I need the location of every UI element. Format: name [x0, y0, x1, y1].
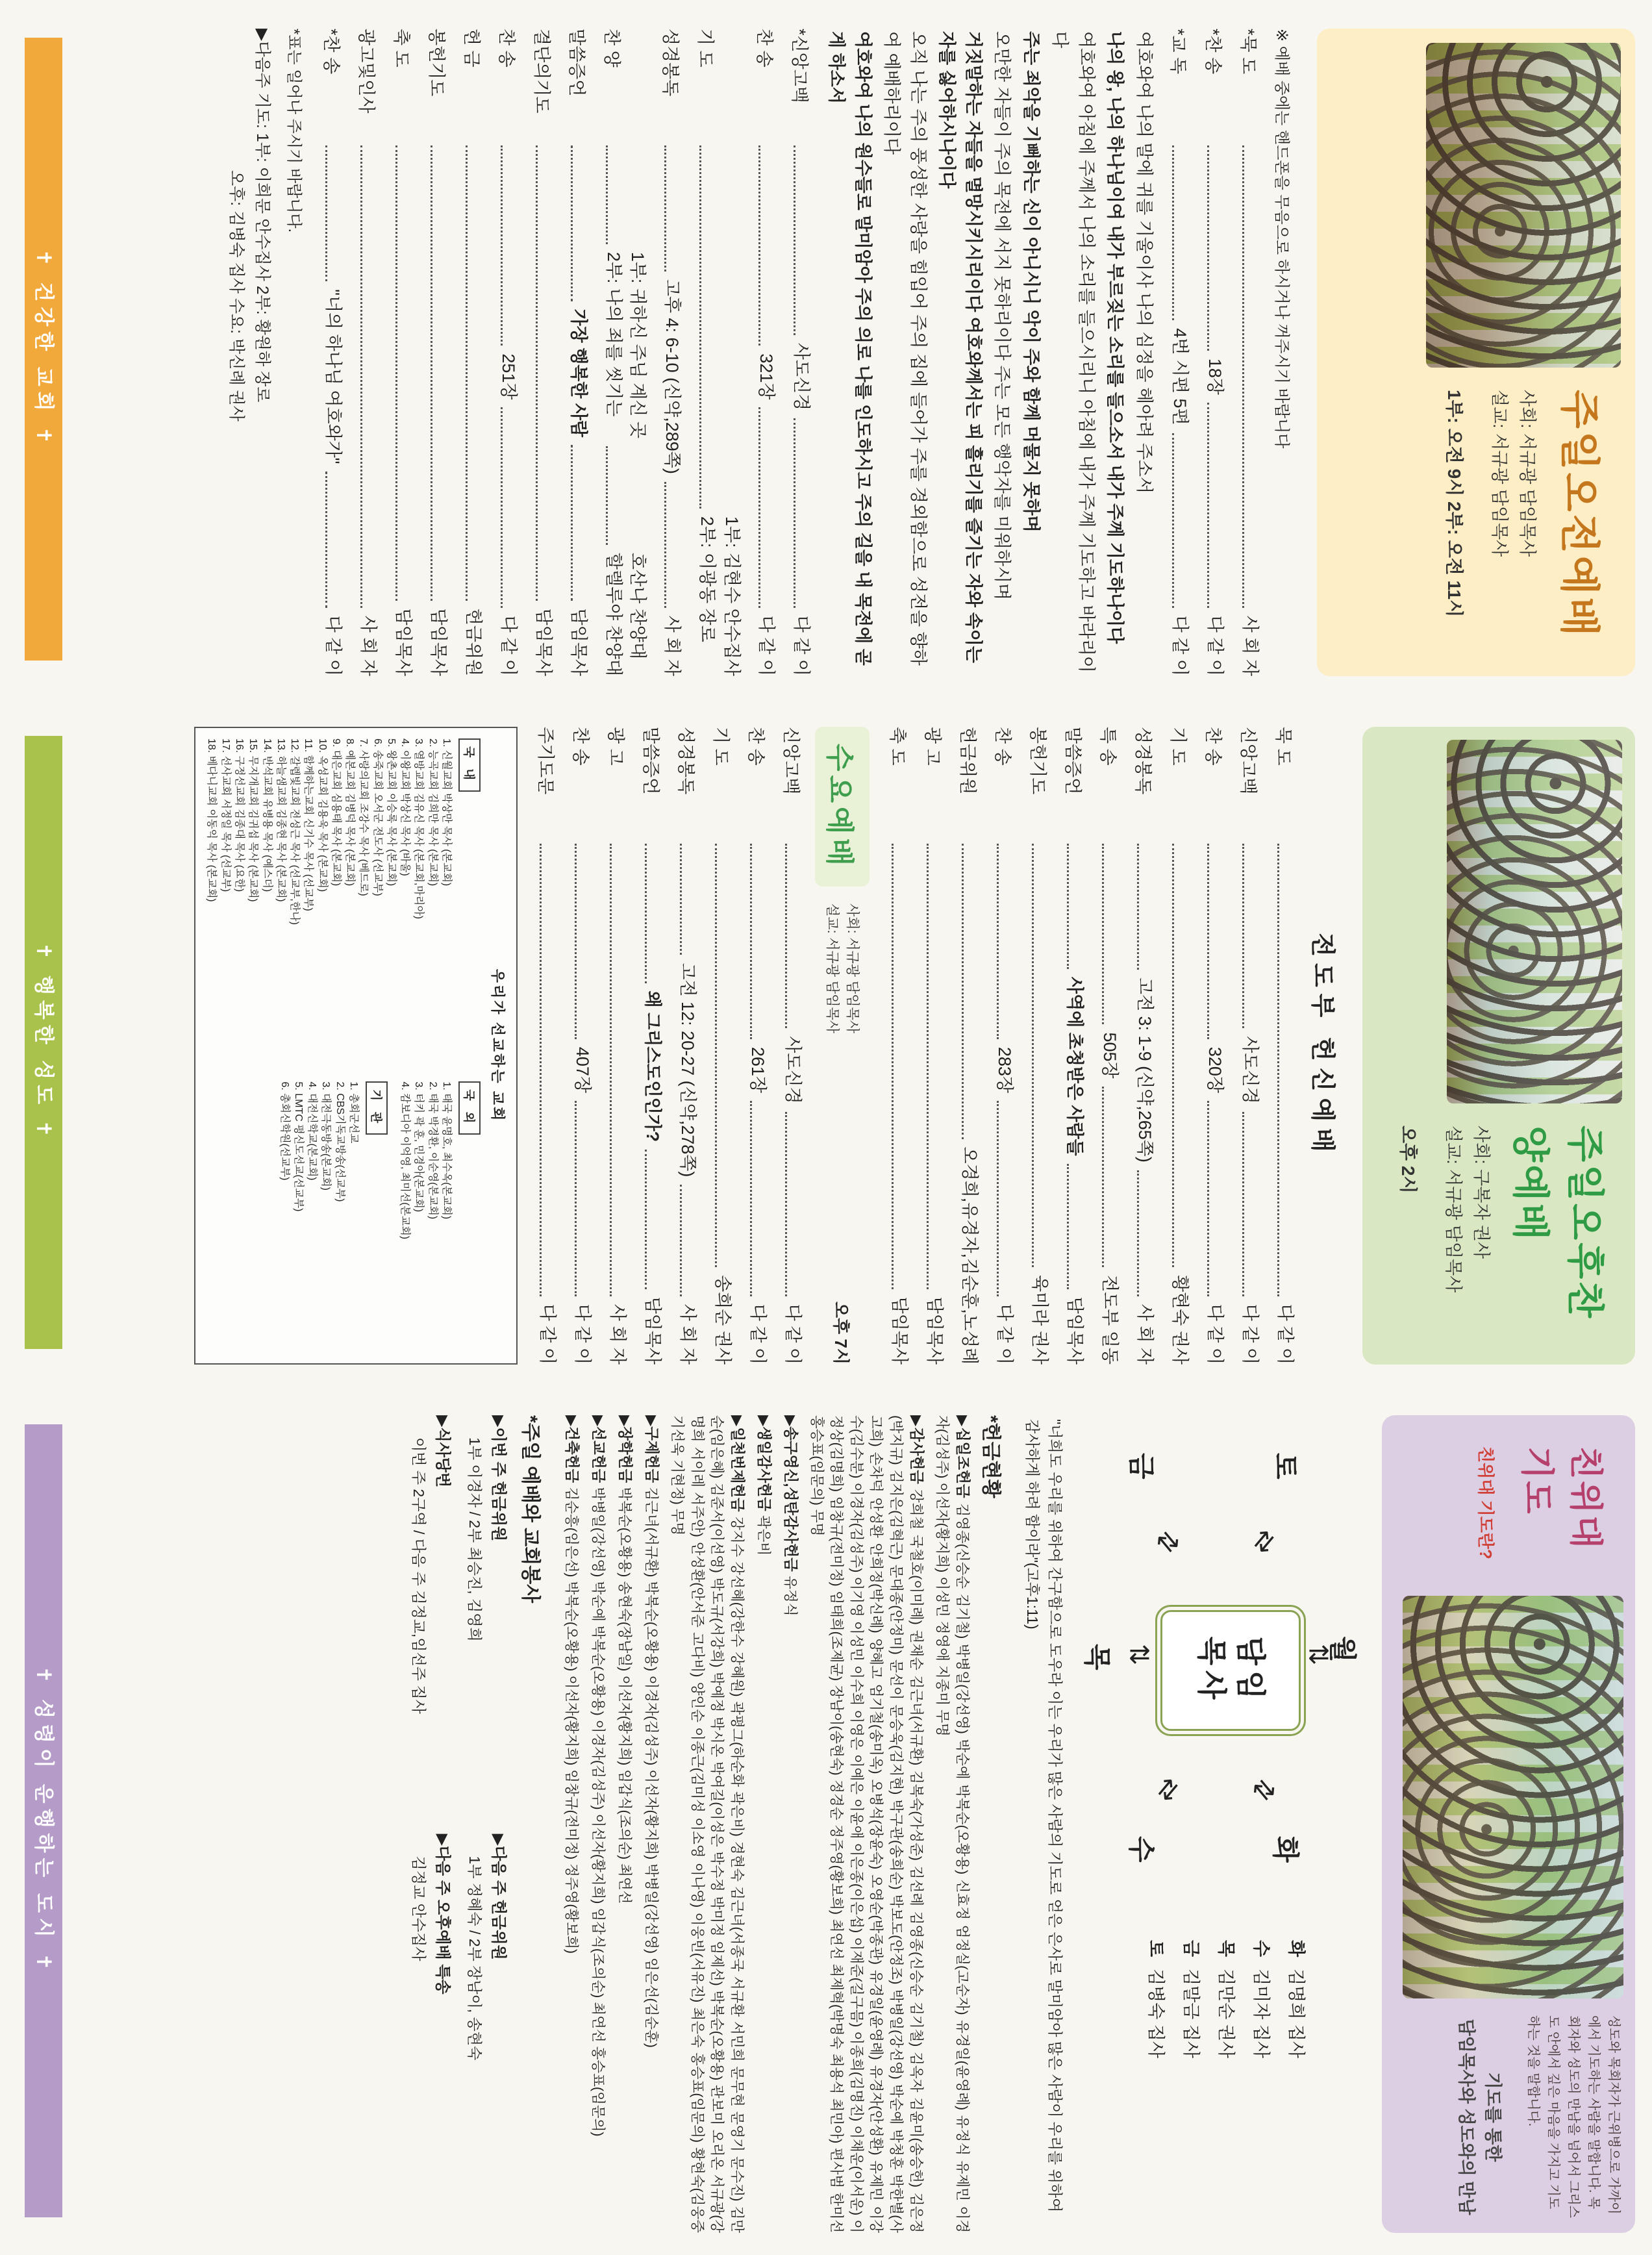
order-row: 결단의기도 담임목사 — [531, 29, 553, 676]
mission-item: 14. 반석교회 유병용 목사 (예스더) — [261, 738, 273, 892]
wednesday-moderator: 사회: 서규광 담임목사 — [845, 903, 860, 1034]
order-row: 말씀증언 왜 그리스도인인가? 담임목사 — [641, 727, 662, 1365]
order-row: 신앙고백 사도신경 다 같 이 — [781, 727, 803, 1365]
verse-quote: "너희도 우리를 위하여 간구함으로 도우라 이는 우리가 많은 사람의 기도로 얻은 은사로 말미암아 많은 사람이 우리를 위하여 감사하게 하려 함이라"(고후1:11) — [1024, 1419, 1064, 2213]
stand-note: *표는 일어나 주시기 바랍니다. — [284, 29, 303, 233]
mission-item: 1. 총회군선교 — [347, 1081, 359, 1144]
arrow-wed-icon: ⇄ — [1150, 1772, 1186, 1808]
mission-item: 5. 왕촌교회 이승록 목사 (본교회) — [385, 738, 397, 887]
roster-row: 목김만순 권사 — [1216, 1940, 1236, 2059]
arrow-fri-icon: ⇄ — [1150, 1524, 1186, 1559]
mission-item: 4. 캄보디아 이억영, 최미선(본교회) — [399, 1081, 411, 1240]
order-row: *묵 도 사 회 자 — [1238, 29, 1260, 676]
roster-row: 금김말금 집사 — [1181, 1940, 1201, 2059]
mission-item: 3. 터키 곽 훈, 민경아(본교회) — [413, 1081, 425, 1213]
senior-pastor-box: 담임 목사 — [1160, 1610, 1301, 1731]
order-row: *찬 송 "너의 하나님 여호와가" 다 같 이 — [321, 29, 343, 677]
offering-line: ▶일천번제헌금 강지수 강선혜(강한수 강혜원) 곽평그(하순화 곽은비) 경현숙 김근녀(서종국 서규환 서민희 문무현 문영기 문수진) 김만순(임은혜) 김준서(이선영) 박도규(서강희) 박예정 박시온 박여길(이성은 박수정 박미정 임제선) 박복순(오황용) 관보미 오리온 서규광(강명희 서이레 서주안) 안성환(안서준 고다비) 양인순 이종근(김미성 이소영 이나영) 이웅빈(서유진) 최은숙 홍승표(임문의) 황현숙(김웅중 기선욱 기현정) 무명 — [670, 1415, 746, 2233]
service-duty-heading: *주일 예배와 교회봉사 — [519, 1415, 541, 1604]
mission-item: 7. 사랑의교회 조강수 목사 (베드로) — [358, 738, 369, 896]
order-row: 특 송 505장 전도부 일동 — [1098, 727, 1120, 1365]
service-duty-grid — [409, 1415, 512, 2233]
arrow-sat-icon: ⇄ — [1246, 1524, 1283, 1559]
mission-item: 10. 옥성교회 김용욱 목사 (본교회) — [316, 738, 328, 892]
panel2-title: 주일오후찬양예배 — [1509, 1126, 1606, 1321]
wednesday-preacher: 설교: 서규광 담임목사 — [825, 903, 840, 1034]
mission-item: 3. 대전극동방송(본교회) — [320, 1081, 332, 1190]
order-row: 찬 양 1부: 귀하신 주님 계신 곳 2부: 나의 죄를 씻기는 호산나 찬양대 할렐루야 찬양대 — [601, 29, 648, 676]
order-row: *교 독 4번 시편 5편 다 같 이 — [1168, 29, 1190, 676]
footer-happy-saints: ✝ 행복한 성도 ✝ — [25, 736, 62, 1349]
panel1-moderator: 사회: 서규광 담임목사 — [1518, 390, 1537, 557]
outdoor-crowd-photo — [1403, 1596, 1623, 1998]
order-row: 찬 송 283장 다 같 이 — [993, 727, 1014, 1365]
offering-line: ▶장학헌금 박복순(오황용) 송현숙(장남일) 이선자(황지희) 임갑식(조의순) 최연선 — [616, 1415, 633, 1904]
panel2-order-list — [886, 727, 1297, 1365]
responsive-reading: 여호와여 나의 말에 귀를 기울이사 나의 심정을 헤아려 주소서 나의 왕, 나의 하나님이여 내가 부르짖는 소리를 들으소서 내가 주께 기도하나이다 여호와여 아침에 주께서 나의 소리를 들으시리니 아침에 내가 주께 기도하고 바라리이다 주는 죄악을 기뻐하는 신이 아니시니 악이 주와 함께 머물지 못하며 오만한 자들이 주의 목전에 서지 못하리이다 주는 모든 행악자를 미워하시며 거짓말하는 자들을 멸망시키시리이다 여호와께서는 피 흘리기를 즐기는 자와 속이는 자를 싫어하시나이다 오직 나는 주의 풍성한 사랑을 힘입어 주의 집에 들어가 주를 경외함으로 성전을 향하여 예배하리이다 여호와여 나의 원수들로 말미암아 주의 의로 나를 인도하시고 주의 길을 내 목전에 곧게 하소서 — [827, 31, 1154, 673]
panel-sunday-afternoon — [0, 698, 1652, 1387]
mission-item: 6. 총회신학원(선교부) — [279, 1081, 290, 1181]
mission-item: 5. LMTC 평신도선교(선교부) — [292, 1081, 304, 1212]
wednesday-order-list — [534, 727, 805, 1365]
order-row: 기 도 송희순 권사 — [711, 727, 732, 1365]
mission-item: 18. 베다니교회 이동익 목사 (본교회) — [206, 738, 218, 902]
duty-item: ▶식사당번 이번 주 2구역 / 다음 주 김정교,임선주 집사 — [410, 1415, 451, 1714]
offering-report-heading: *헌금현황 — [980, 1415, 1001, 1498]
mission-item: 4. 이왕교회 박상신 목사 (바울) — [399, 738, 411, 876]
wednesday-time: 오후 7시 — [831, 1301, 851, 1365]
panel1-service-times: 1부: 오전 9시 2부: 오전 11시 — [1444, 390, 1464, 618]
mission-overseas-column: 국 외 1. 태국 윤명호, 최수옥(본교회) 2. 태국 박경환, 이순영(본교회) 3. 터키 곽 훈, 민경아(본교회) 4. 캄보디아 이억영, 최미선(본교회) — [398, 1081, 483, 1353]
panel1-title: 주일오전예배 — [1557, 390, 1601, 639]
guard-prayer-description: 성도와 목회자가 근위병으로 가까이에서 기도하는 사람을 말합니다. 목회자와 성도의 만남을 넘어서 그리스도 안에서 깊은 마음을 가지고 기도하는 것을 말합니다. — [1526, 2015, 1621, 2219]
mission-church-box — [194, 727, 518, 1365]
mission-item: 9. 대은교회 심용태 목사 (본교회) — [330, 738, 342, 887]
day-wed: 수 — [1126, 1836, 1157, 1863]
offering-line: ▶감사헌금 강희철 국철호(이미례) 권채순 김근녀(서규환) 김복숙(가성준) 김선례 김영종(신승순 김기철) 김옥자 김윤미(송승헌) 김은정(박지규) 김지은(김혁근) 문대종(안정미) 문선이 문승욱(김지현) 박구관(송희순) 박보도(안정조) 박병일(강선영) 박순예 박청훈 박한별(사고희) 손차덕 안성환 안희정(박신례) 양혜고 엄기철(송미옥) 오병석(장윤숙) 오영순(박종관) 유경일(윤영례) 유경자(안성환) 유제민 이강수(김수분) 이경자(김성주) 이기영 이성민 이수희 이영은 이예은 이윤애 이은종(이은섭) 이재준(길구믐) 이종희(김명진) 이채운(이서운) 이정상(김명희) 임창규(전미정) 임태희(조제균) 장남이(송현숙) 정경순 정주영(황보희) 최연선 최제혁(박명숙 최용석 최민아) 편사범 한미선 홍승표(임문의) 무명 — [808, 1415, 925, 2233]
order-row: 광 고 담임목사 — [923, 727, 944, 1365]
day-sat: 토 — [1270, 1453, 1301, 1480]
phone-notice: ※ 예배 중에는 핸드폰을 무음으로 하시거나 꺼주시기 바랍니다 — [1273, 29, 1290, 449]
panel1-preacher: 설교: 서규광 담임목사 — [1489, 390, 1509, 557]
congregation-photo — [1426, 43, 1621, 368]
mission-item: 2. 태국 박경환, 이순영(본교회) — [427, 1081, 438, 1220]
order-row: 광고및인사 사 회 자 — [356, 29, 378, 676]
duty-item: ▶다음 주 헌금위원 1부 정혜숙 / 2부 장남이, 송현숙 — [466, 1833, 507, 2061]
order-row: 헌금위원 오경희,유경자,김순훈,노성례 — [958, 727, 979, 1365]
mission-box-title: 우리가 선교하는 교회 — [490, 968, 506, 1123]
order-row: 신앙고백 사도신경 다 같 이 — [1238, 727, 1260, 1365]
wednesday-title: 수요예배 — [815, 727, 870, 887]
order-row: 찬 송 261장 다 같 이 — [746, 727, 768, 1365]
offering-line: ▶송구영신,성탄감사헌금 유정식 — [782, 1415, 799, 1617]
next-week-prayer: ▶다음주 기도: 1부: 이희문 안수집사 2부: 황원하 장로 오후: 김병숙 집사 수요: 박신례 권사 — [227, 29, 271, 422]
order-row: 찬 송 251장 다 같 이 — [496, 29, 518, 677]
arrow-mon-icon: ⇄ — [1308, 1640, 1330, 1669]
mission-item: 1. 태국 윤명호, 최수옥(본교회) — [441, 1081, 452, 1220]
offering-line: ▶구제헌금 김근녀(서규환) 박복순(오황용) 이경자(김성주) 이선자(황지희) 박병일(강선영) 임은선(김순훈) — [643, 1415, 660, 2048]
offering-line: ▶십일조헌금 김영종(신승순 김기철) 박병일(강선영) 박순예 박복순(오황용) 신효정 엄정실(고순자) 유경일(윤영례) 유정식 유제민 이경자(김성주) 이선자(황지희) 이성민 정영애 지종미 무명 — [934, 1415, 971, 2233]
offering-line: ▶건축헌금 김순흥(임은선) 박복순(오황용) 이선자(황지희) 임창규(전미정) 정주영(황보희) — [563, 1415, 580, 1954]
day-thu: 목 — [1082, 1644, 1112, 1670]
mission-item: 6. 송죽교회 오서군 전도사 (선교부) — [371, 738, 383, 896]
order-row: 성경봉독 고후 4: 6-10 (신약,289쪽) 사 회 자 — [660, 29, 682, 677]
mission-item: 12. 갈렙빛교회 전성근 목사 (선교부,한나) — [289, 738, 301, 925]
order-row: *신앙고백 사도신경 다 같 이 — [790, 29, 811, 677]
mission-item: 4. 대전신학교(본교회) — [307, 1081, 318, 1181]
pastor-days-diagram — [1083, 1415, 1369, 1909]
offering-list — [561, 1415, 973, 2233]
day-mon: 월 — [1327, 1636, 1358, 1663]
roster-row: 화김명희 집사 — [1286, 1940, 1306, 2059]
order-row: 성경봉독 고전 12: 20-27 (신약,278쪽) 사 회 자 — [676, 727, 697, 1365]
order-row: 성경봉독 고전 3: 1-9 (신약,265쪽) 사 회 자 — [1133, 727, 1155, 1365]
duty-item: ▶다음 주 오후예배 특송 김정교 안수집사 — [410, 1833, 451, 1995]
offering-line: ▶선교헌금 박병일(강선영) 박순예 박복순(오황용) 이경자(김성주) 이선자(황지희) 임갑식(조의순) 최연선 홍승표(임문의) — [590, 1415, 607, 2137]
day-fri: 금 — [1126, 1453, 1157, 1480]
order-row: 찬 송 321장 다 같 이 — [755, 29, 776, 677]
order-row: 기 도 황현숙 권사 — [1168, 727, 1190, 1365]
panel3-subtitle: 친위대 기도란? — [1476, 1446, 1496, 1559]
sunday-morning-header — [1317, 29, 1635, 676]
roster-row: 수김미자 집사 — [1251, 1940, 1271, 2059]
offering-line: ▶생일감사헌금 곽은비 — [756, 1415, 773, 1556]
footer-healthy-church: ✝ 건강한 교회 ✝ — [25, 38, 62, 661]
order-row: 봉헌기도 담임목사 — [426, 29, 448, 676]
order-row: 기 도 1부: 김현수 안수집사 2부: 이광동 장로 — [695, 29, 742, 676]
arrow-tue-icon: ⇄ — [1246, 1772, 1283, 1808]
mission-item: 2. CBS기독교방송(선교부) — [334, 1081, 345, 1202]
roster-row: 토김병숙 집사 — [1146, 1940, 1166, 2059]
order-row: 헌 금 헌금위원 — [461, 29, 483, 676]
panel-guard-prayer — [0, 1387, 1652, 2255]
mission-item: 16. 구정선교회 김종대 목사 (요한) — [234, 738, 245, 892]
panel3-title: 친위대 기도 — [1518, 1446, 1604, 1550]
order-row: 축 도 담임목사 — [391, 29, 413, 676]
order-row: 축 도 담임목사 — [888, 727, 909, 1365]
dedication-service-subtitle: 전도부 헌신예배 — [1308, 933, 1336, 1159]
order-row: 봉헌기도 육미라 권사 — [1028, 727, 1049, 1365]
order-row: 묵 도 다 같 이 — [1273, 727, 1295, 1365]
mission-item: 3. 열방교회 김유신 목사 (본교회,마리아) — [413, 738, 425, 920]
choir-photo — [1447, 740, 1622, 1103]
wednesday-service-header — [815, 727, 870, 1365]
mission-domestic-column: 국 내 1. 신월교회 박상만 목사 (본교회) 2. 능곡교회 김희만 목사 (본교회) 3. 열방교회 김유신 목사 (본교회,마리아) 4. 이왕교회 박상신 목사 (바울) 5. 왕촌교회 이승록 목사 (본교회) 6. 송죽교회 오서군 전도사 (선교부) 7. 사랑의교회 조강수 목사 (베드로) 8. 예본교회 김병덕 목사 (본교회) 9. 대은교회 심용태 목사 (본교회) 10. 옥성교회 김용욱 목사 (본교회) 11. 함께하는교회 신기수 목사 (선교부) 12. 갈렙빛교회 전성근 목사 (선교부,한나) 13. 하늘샘교회 김종현 목사 (본교회) 14. 반석교회 유병용 목사 (예스더) 15. 무지개교회 김귀섭 목사 (본교회) 16. 구정선교회 김종대 목사 (요한) 17. 선사교회 서정일 목사 (선교부) 18. 베다니교회 이동익 목사 (본교회) — [205, 738, 483, 1070]
order-row: 찬 송 320장 다 같 이 — [1203, 727, 1225, 1365]
panel2-moderator: 사회: 구복자 권사 — [1471, 1126, 1491, 1259]
order-row: 광 고 사 회 자 — [606, 727, 627, 1365]
mission-item: 2. 능곡교회 김희만 목사 (본교회) — [427, 738, 438, 887]
order-row: *찬 송 18장 다 같 이 — [1203, 29, 1225, 676]
order-row: 말씀증언 사역에 초청받은 사람들 담임목사 — [1063, 727, 1084, 1365]
panel2-service-time: 오후 2시 — [1397, 1126, 1418, 1194]
arrow-thu-icon: ⇄ — [1129, 1640, 1151, 1669]
mission-item: 11. 함께하는교회 신기수 목사 (선교부) — [303, 738, 314, 911]
mission-item: 1. 신월교회 박상만 목사 (본교회) — [441, 738, 452, 887]
mission-item: 13. 하늘샘교회 김종현 목사 (본교회) — [275, 738, 286, 902]
prayer-slogan: 기도를 통한 담임목사와 성도와의 만남 — [1457, 2019, 1503, 2215]
order-row: 말씀증언 가장 행복한 사람 담임목사 — [566, 29, 588, 676]
mission-item: 15. 무지개교회 김귀섭 목사 (본교회) — [247, 738, 259, 902]
order-row: 주기도문 다 같 이 — [536, 727, 557, 1365]
mission-item: 17. 선사교회 서정일 목사 (선교부) — [219, 738, 231, 892]
mission-agency-column: 기 관 1. 총회군선교 2. CBS기독교방송(선교부) 3. 대전극동방송(본교회) 4. 대전신학교(본교회) 5. LMTC 평신도선교(선교부) 6. 총회신학원(선교부) — [277, 1081, 390, 1353]
panel2-preacher: 설교: 서규광 담임목사 — [1443, 1126, 1463, 1293]
day-tue: 화 — [1270, 1836, 1301, 1863]
mission-item: 8. 예본교회 김병덕 목사 (본교회) — [344, 738, 356, 887]
panel-sunday-morning — [0, 0, 1652, 698]
daily-prayer-roster — [1138, 1940, 1314, 2058]
afternoon-header — [1362, 727, 1635, 1365]
order-row: 찬 송 407장 다 같 이 — [571, 727, 592, 1365]
panel1-order-list — [320, 29, 1262, 676]
duty-item: ▶이번 주 헌금위원 1부 이경자 / 2부 최승진, 김영희 — [466, 1415, 507, 1642]
footer-spirit-city: ✝ 성령이 운행하는 도시 ✝ — [25, 1424, 62, 2217]
guard-prayer-header — [1382, 1415, 1635, 2233]
